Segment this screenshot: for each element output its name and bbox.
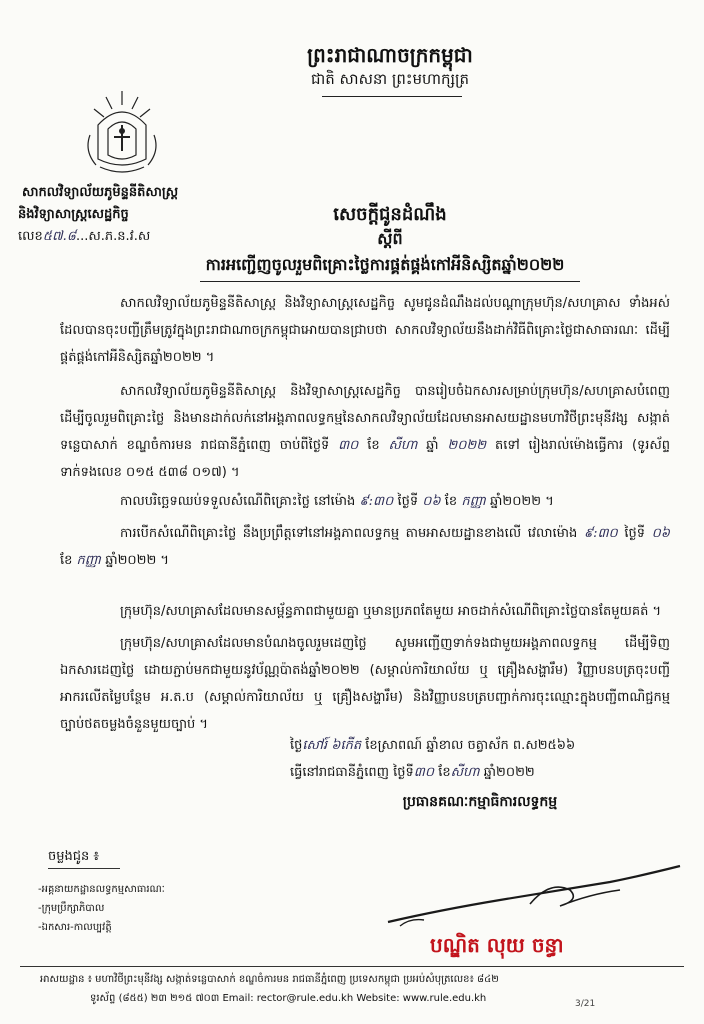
paragraph-6: [60, 630, 670, 738]
page-number: 3/21: [575, 999, 596, 1009]
notice-title: សេចក្តីជូនដំណឹង: [333, 204, 447, 225]
footer-address: អាសយដ្ឋាន ៖ មហាវិថីព្រះមុនីវង្ស សង្កាត់ទន្លេបាសាក់ ខណ្ឌចំការមន រាជធានីភ្នំពេញ ប្រទេសកម្ពុជា ប្រអប់សំបុត្រលេខ៖ ៨៤២: [40, 974, 499, 985]
lunar-date: ថ្ងៃសៅរ៍ ៦កើត ខែស្រាពណ៍ ឆ្នាំខាល ចត្វាស័ក ព.ស២៥៦៦: [290, 738, 576, 753]
place-day: ៣០: [413, 765, 435, 780]
paragraph-6-text: ក្រុមហ៊ុន/សហគ្រាសដែលមានបំណងចូលរួមដេញថ្លៃ សូមអញ្ជើញទាក់ទងជាមួយអង្គភាពលទ្ធកម្ម ដើម្បីទិញឯកសារដេញថ្លៃ ដោយភ្ជាប់មកជាមួយនូវប័ណ្ណប៉ាតង់ឆ្នាំ២០២២ (សម្គាល់ការិយាល័យ ឬ គ្រឿងសង្ហារឹម) វិញ្ញាបនបត្រចុះបញ្ជីអាករលើតម្លៃបន្ថែម អ.ត.ប (សម្គាល់ការិយាល័យ ឬ គ្រឿងសង្ហារឹម) និងវិញ្ញាបនបត្របញ្ជាក់ការចុះឈ្មោះក្នុងបញ្ជីពាណិជ្ជកម្ម ច្បាប់ថតចម្លងចំនួនមួយច្បាប់ ។: [60, 636, 670, 732]
paragraph-5: [60, 598, 670, 625]
chair-title: ប្រធានគណៈកម្មាធិការលទ្ធកម្ម: [402, 794, 558, 810]
place-month: សីហា: [450, 765, 480, 780]
p2-day: ៣០: [338, 438, 359, 453]
institute-name: និងវិទ្យាសាស្ត្រសេដ្ឋកិច្ច: [18, 207, 129, 222]
paragraph-4-text: ការបើកសំណើពិគ្រោះថ្លៃ នឹងប្រព្រឹត្តទៅនៅអង្គភាពលទ្ធកម្ម តាមអាសយដ្ឋានខាងលើ វេលាម៉ោង ៩:៣០ ថ្ងៃទី ០៦ ខែ កញ្ញា ឆ្នាំ២០២២ ។: [60, 526, 670, 568]
p4-month: កញ្ញា: [76, 553, 102, 568]
ref-number: ៥៧.៨: [42, 229, 76, 244]
list-item: -ក្រុមប្រឹក្សាភិបាល: [38, 903, 105, 914]
paragraph-1-text: សាកលវិទ្យាល័យភូមិន្ទនីតិសាស្ត្រ និងវិទ្យាសាស្ត្រសេដ្ឋកិច្ច សូមជូនដំណឹងដល់បណ្តាក្រុមហ៊ុន/សហគ្រាស ទាំងអស់ ដែលបានចុះបញ្ជីត្រឹមត្រូវក្នុងព្រះរាជាណាចក្រកម្ពុជាអោយបានជ្រាបថា សាកលវិទ្យាល័យនឹងដាក់វិធីពិគ្រោះថ្លៃជាសាធារណៈ ដើម្បីផ្គត់ផ្គង់កៅអីនិស្សិតឆ្នាំ២០២២ ។: [60, 296, 670, 365]
university-name: សាកលវិទ្យាល័យភូមិន្ទនីតិសាស្ត្រ: [22, 185, 179, 200]
recipients-heading: ចម្លងជូន ៖: [48, 849, 100, 864]
p4-day: ០៦: [651, 526, 670, 541]
p3-day: ០៦: [422, 494, 441, 509]
p3-month: កញ្ញា: [461, 494, 486, 509]
place-date: ធ្វើនៅរាជធានីភ្នំពេញ ថ្ងៃទី៣០ ខែសីហា ឆ្នាំ២០២២: [290, 765, 535, 780]
recipients-underline: [48, 868, 120, 869]
about-label: ស្តីពី: [377, 229, 403, 248]
footer-contact: ទូរស័ព្ទ (៨៥៥) ២៣ ២១៥ ៧០៣ Email: rector@rule.edu.kh Website: www.rule.edu.kh: [90, 993, 487, 1004]
paragraph-3-text: កាលបរិច្ឆេទឈប់ទទួលសំណើពិគ្រោះថ្លៃ នៅម៉ោង ៩:៣០ ថ្ងៃទី ០៦ ខែ កញ្ញា ឆ្នាំ២០២២ ។: [120, 494, 554, 509]
paragraph-5-text: ក្រុមហ៊ុន/សហគ្រាសដែលមានសម្ព័ន្ធភាពជាមួយគ្នា ឬមានប្រភពតែមួយ អាចដាក់សំណើពិគ្រោះថ្លៃបានតែមួយគត់ ។: [120, 604, 662, 619]
list-item: -ឯកសារ-កាលប្បវត្តិ: [38, 922, 112, 933]
university-logo-icon: [76, 85, 168, 177]
national-motto: ជាតិ សាសនា ព្រះមហាក្សត្រ: [310, 70, 470, 88]
p4-time: ៩:៣០: [583, 526, 618, 541]
motto-divider: [322, 96, 462, 97]
signature-icon: [380, 860, 690, 940]
paragraph-4: [60, 520, 670, 574]
list-item: -អគ្គនាយកដ្ឋានលទ្ធកម្មសាធារណៈ: [38, 884, 165, 895]
recipients-list: [38, 880, 165, 937]
paragraph-1: [60, 290, 670, 371]
kingdom-title: ព្រះរាជាណាចក្រកម្ពុជា: [307, 43, 473, 67]
footer-divider: [20, 966, 684, 967]
p2-month: សីហា: [388, 438, 418, 453]
p2-year: ២០២២: [447, 438, 487, 453]
p3-time: ៩:៣០: [359, 494, 394, 509]
subject-underline: [200, 281, 580, 282]
lunar-date-handwritten: សៅរ៍ ៦កើត: [302, 738, 362, 753]
signatory-name: បណ្ឌិត លុយ ចន្ធា: [430, 933, 564, 957]
paragraph-2: [60, 378, 670, 486]
ref-label: លេខ: [18, 229, 43, 244]
paragraph-2-text: សាកលវិទ្យាល័យភូមិន្ទនីតិសាស្ត្រ និងវិទ្យាសាស្ត្រសេដ្ឋកិច្ច បានរៀបចំឯកសារសម្រាប់ក្រុមហ៊ុន/សហគ្រាសបំពេញដើម្បីចូលរួមពិគ្រោះថ្លៃ និងមានដាក់លក់នៅអង្គភាពលទ្ធកម្មនៃសាកលវិទ្យាល័យដែលមានអាសយដ្ឋានមហាវិថីព្រះមុនីវង្ស សង្កាត់ទន្លេបាសាក់ ខណ្ឌចំការមន រាជធានីភ្នំពេញ ចាប់ពីថ្ងៃទី ៣០ ខែ សីហា ឆ្នាំ ២០២២ តទៅ រៀងរាល់ម៉ោងធ្វើការ (ទូរស័ព្ទទាក់ទងលេខ ០១៥ ៥៣៨ ០១៧) ។: [60, 384, 671, 480]
reference-number: [18, 228, 150, 247]
ref-suffix: ...ស.ភ.ន.វ.ស: [75, 229, 151, 244]
paragraph-3: [60, 488, 670, 515]
subject-title: ការអញ្ជើញចូលរួមពិគ្រោះថ្លៃការផ្គត់ផ្គង់កៅអីនិស្សិតឆ្នាំ២០២២: [205, 255, 565, 274]
